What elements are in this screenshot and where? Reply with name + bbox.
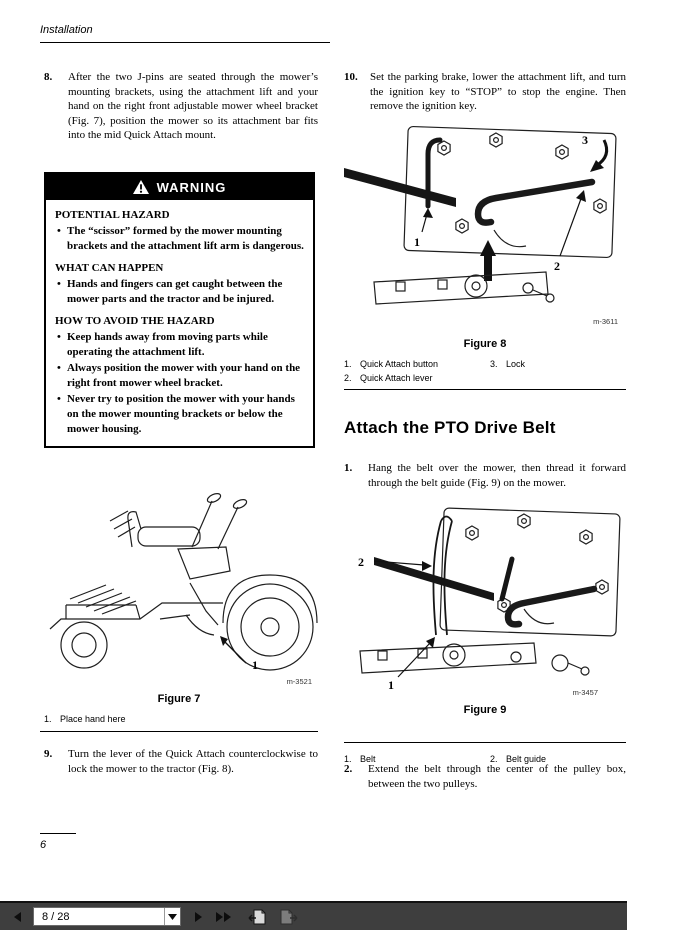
- figure7-legend: 1. Place hand here: [44, 714, 126, 724]
- page-indicator: 8 / 28: [42, 910, 70, 923]
- page-header: Installation: [40, 24, 93, 36]
- figure7-drawing: [40, 487, 318, 690]
- svg-text:1: 1: [414, 235, 420, 249]
- next-view-icon: [280, 909, 298, 925]
- figure9-drawing: [344, 505, 626, 703]
- figure-7: [40, 487, 318, 690]
- last-page-button[interactable]: [213, 909, 234, 925]
- step-number: 9.: [44, 748, 53, 760]
- warning-header: [46, 174, 313, 200]
- figure8-callout-2: [554, 190, 586, 273]
- svg-text:2: 2: [554, 259, 560, 273]
- step-number: 2.: [344, 763, 353, 775]
- alert-triangle-icon: [133, 180, 149, 194]
- figure7-ref: m-3521: [286, 677, 312, 686]
- svg-text:3: 3: [582, 133, 588, 147]
- previous-view-button[interactable]: [246, 907, 268, 927]
- prev-page-button[interactable]: [9, 909, 25, 925]
- previous-view-icon: [248, 909, 266, 925]
- divider: [344, 742, 626, 743]
- divider: [40, 731, 318, 732]
- footer-rule: [40, 833, 76, 834]
- section-heading: Attach the PTO Drive Belt: [344, 418, 556, 437]
- step-text: Extend the belt through the center of the pulley box, between the two pulleys.: [368, 763, 626, 790]
- step-text: Hang the belt over the mower, then thread it forward through the belt guide (Fig. 9) on the mower.: [368, 462, 626, 489]
- step-number: 1.: [344, 462, 353, 474]
- step-number: 8.: [44, 71, 53, 83]
- step-8: [44, 70, 318, 143]
- warning-title: WARNING: [156, 179, 227, 195]
- header-divider: [40, 42, 330, 43]
- svg-text:1: 1: [252, 658, 258, 672]
- figure7-callout-1: [220, 636, 258, 672]
- figure8-legend: 1. Quick Attach button 2. Quick Attach lever 3. Lock: [344, 359, 526, 383]
- svg-text:1: 1: [388, 678, 394, 692]
- figure-8: [344, 122, 626, 334]
- warning-section: HOW TO AVOID THE HAZARD • Keep hands away from moving parts while operating the attachment lift. • Always position the mower with your hand on the right front mower wheel bracket. • Never try to position the mower with your hands on the mower mounting brackets or below the mower housing.: [55, 314, 305, 437]
- step-text: Set the parking brake, lower the attachment lift, and turn the ignition key to “STOP” to stop the engine. Then remove the ignition key.: [370, 71, 626, 112]
- figure8-callout-3: [582, 133, 607, 172]
- warning-section: POTENTIAL HAZARD • The “scissor” formed by the mower mounting brackets and the attachment lift arm is dangerous.: [55, 208, 305, 254]
- step-1: [344, 461, 626, 490]
- figure8-drawing: [344, 122, 626, 334]
- warning-body: [46, 200, 313, 446]
- step-2: [344, 762, 626, 791]
- figure9-callout-1: [388, 637, 435, 692]
- figure8-ref: m-3611: [593, 317, 618, 326]
- figure9-caption: Figure 9: [463, 704, 507, 716]
- warning-box: [44, 172, 315, 448]
- next-view-button[interactable]: [278, 907, 300, 927]
- pdf-toolbar: [0, 901, 627, 930]
- page-select-dropdown[interactable]: [33, 907, 181, 926]
- figure9-ref: m-3457: [572, 688, 598, 697]
- warning-section: WHAT CAN HAPPEN • Hands and fingers can get caught between the mower parts and the tractor and be injured.: [55, 261, 305, 307]
- svg-text:2: 2: [358, 555, 364, 569]
- figure8-caption: Figure 8: [463, 338, 507, 350]
- divider: [344, 389, 626, 390]
- step-number: 10.: [344, 71, 358, 83]
- figure-9: [344, 505, 626, 703]
- prev-page-icon: [11, 911, 23, 923]
- step-9: [44, 747, 318, 776]
- last-page-icon: [215, 911, 232, 923]
- chevron-down-icon: [164, 908, 180, 925]
- next-page-icon: [193, 911, 205, 923]
- page-number: 6: [40, 839, 47, 851]
- step-text: Turn the lever of the Quick Attach counterclockwise to lock the mower to the tractor (Fig. 8).: [68, 748, 318, 775]
- step-text: After the two J-pins are seated through the mower’s mounting brackets, using the attachment lift and your hand on the right front adjustable mower wheel bracket (Fig. 7), position the mower so its attachment bar fits into the mid Quick Attach mount.: [68, 71, 318, 141]
- figure9-legend: 1. Belt 2. Belt guide: [344, 754, 547, 764]
- figure7-caption: Figure 7: [157, 693, 201, 705]
- step-10: [344, 70, 626, 114]
- next-page-button[interactable]: [191, 909, 207, 925]
- figure8-callout-1: [414, 208, 433, 249]
